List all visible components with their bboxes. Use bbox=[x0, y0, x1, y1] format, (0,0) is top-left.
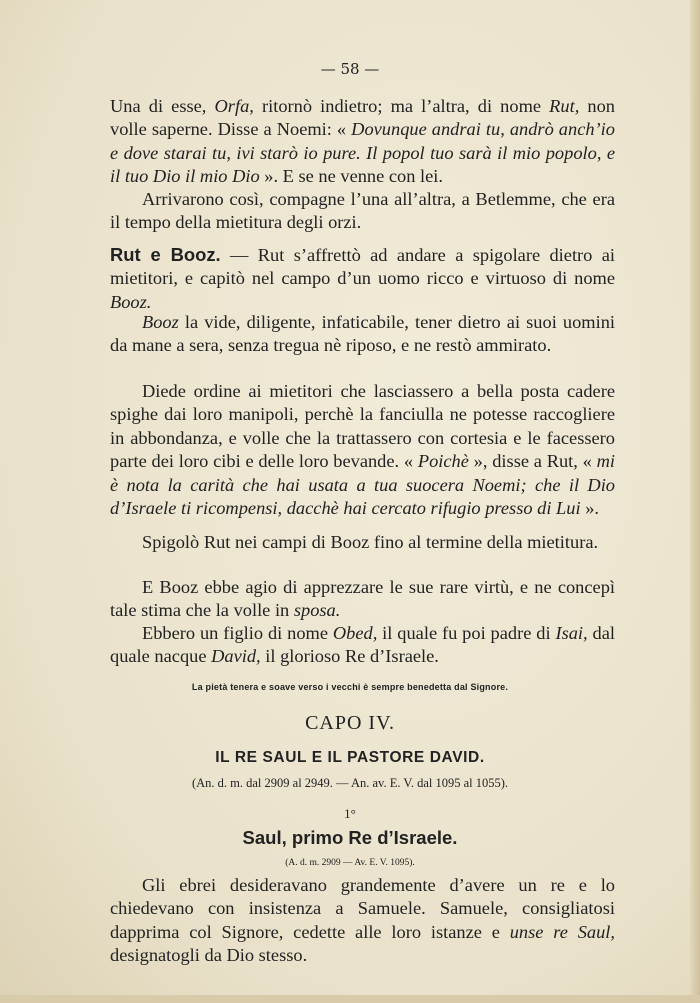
italic-name-booz: Booz. bbox=[110, 291, 152, 312]
paragraph-obed bbox=[110, 622, 615, 669]
text-span: Gli ebrei desideravano grandemente d’avere un re e lo chiedevano con insistenza a Samuele. Samuele, consigliatosi dapprima col Signore, cedette alle loro istanze e bbox=[110, 875, 615, 942]
paragraph-orfa-rut bbox=[110, 95, 615, 189]
italic-quote: Dovunque andrai tu, andrò anch’io e dove starai tu, ivi starò io pure. Il popol tuo sarà il mio popolo, e il tuo Dio il mio Dio bbox=[110, 119, 615, 187]
section-heading-rut-e-booz: Rut e Booz. bbox=[110, 244, 221, 265]
section-dates: (A. d. m. 2909 — Av. E. V. 1095). bbox=[285, 858, 415, 868]
text-span: ritornò indietro; ma l’altra, di nome bbox=[253, 96, 550, 116]
italic-word-poiche: Poichè bbox=[417, 451, 469, 472]
section-number: 1° bbox=[344, 806, 356, 821]
text-span: Una di esse, bbox=[110, 96, 215, 116]
italic-name-booz: Booz bbox=[142, 312, 179, 332]
maxim-line: La pietà tenera e soave verso i vecchi è sempre benedetta dal Signore. bbox=[191, 682, 509, 692]
text-span: la vide, diligente, infaticabile, tener dietro ai suoi uomini da mane a sera, senza tregua nè riposo, e ne restò ammirato. bbox=[110, 312, 615, 356]
text-span: designatogli da Dio stesso. bbox=[110, 945, 308, 966]
paragraph-diede-ordine bbox=[110, 380, 615, 520]
page-edge-bottom bbox=[0, 995, 700, 1003]
paragraph-rut-e-booz bbox=[110, 243, 615, 314]
text-span: non volle saperne. Disse a Noemi: « bbox=[110, 96, 615, 140]
text-span: ». bbox=[580, 498, 599, 519]
italic-phrase-unse-re-saul: unse re Saul, bbox=[509, 921, 615, 942]
chapter-label: CAPO IV. bbox=[305, 712, 395, 734]
chapter-title: IL RE SAUL E IL PASTORE DAVID. bbox=[215, 749, 485, 766]
paragraph-betlemme: Arrivarono così, compagne l’una all’altra, a Betlemme, che era il tempo della mietitura degli orzi. bbox=[110, 189, 615, 233]
paragraph-saul bbox=[110, 874, 615, 968]
italic-name-david: David, bbox=[211, 646, 261, 667]
text-span: il quale fu poi padre di bbox=[377, 623, 556, 643]
paragraph-spigolo: Spigolò Rut nei campi di Booz fino al termine della mietitura. bbox=[142, 532, 599, 552]
page-number: — 58 — bbox=[320, 60, 380, 78]
text-span: Ebbero un figlio di nome bbox=[142, 623, 333, 643]
italic-word-sposa: sposa. bbox=[293, 600, 341, 621]
italic-name-isai: Isai, bbox=[555, 623, 588, 643]
text-span: E Booz ebbe agio di apprezzare le sue rare virtù, e ne concepì tale stima che la volle in bbox=[110, 577, 615, 621]
italic-name-orfa: Orfa, bbox=[214, 96, 254, 116]
text-span: il glorioso Re d’Israele. bbox=[260, 646, 439, 667]
text-span: ». E se ne venne con lei. bbox=[259, 166, 444, 187]
paragraph-booz-la-vide bbox=[110, 311, 615, 358]
text-span: », disse a Rut, « bbox=[468, 451, 597, 472]
italic-quote: mi è nota la carità che hai usata a tua suocera Noemi; che il Dio d’Israele ti ricompensi, dacchè hai cercato rifugio presso di Lui bbox=[110, 451, 615, 519]
italic-name-rut: Rut, bbox=[549, 96, 580, 116]
text-span: — Rut s’affrettò ad andare a spigolare dietro ai mietitori, e capitò nel campo d’un uomo ricco e virtuoso di nome bbox=[110, 245, 616, 289]
chapter-dates: (An. d. m. dal 2909 al 2949. — An. av. E. V. dal 1095 al 1055). bbox=[191, 776, 509, 790]
italic-name-obed: Obed, bbox=[332, 623, 378, 643]
section-title: Saul, primo Re d’Israele. bbox=[242, 827, 458, 848]
paragraph-apprezzare bbox=[110, 576, 615, 623]
text-span: Diede ordine ai mietitori che lasciassero a bella posta cadere spighe dai loro manipoli, perchè la fanciulla ne potesse raccogliere in abbondanza, e volle che la trattassero con cortesia e le facessero parte dei loro cibi e delle loro bevande. « bbox=[110, 381, 615, 472]
text-span: dal quale nacque bbox=[110, 623, 615, 667]
